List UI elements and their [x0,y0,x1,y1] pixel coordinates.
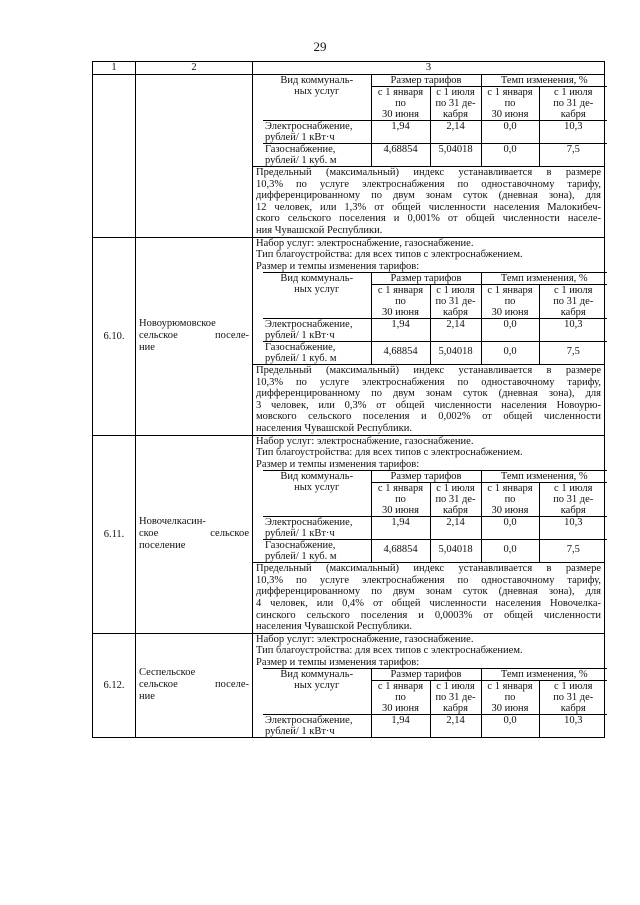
tempo-header: Темп изменения, % [481,75,607,87]
row-number: 6.11. [93,435,136,633]
settlement-name: Сеспельское сельское поселе- ние [136,633,253,738]
tariff-sizes-label: Размер и темпы изменения тарифов: [256,458,420,470]
improvement-type: Тип благоустройства: для всех типов с электроснабжением. [256,645,523,657]
improvement-type: Тип благоустройства: для всех типов с электроснабжением. [256,447,523,459]
settlement-name: Новоурюмовское сельское поселе- ние [136,237,253,435]
limit-index-paragraph: Предельный (максимальный) индекс устанавливается в размере 10,3% по услуге электроснабжения по одноставочному тарифу, дифференцированному по двум зонам суток (дневная зона), для 4 человек, или 0,4% от общей численности населения Новочелка- синского сельского поселения и 0,0003% от общей численности населения Чувашской Республики. [253,562,604,633]
tariff-table [92,61,605,738]
inner-tariff-table: Вид коммуналь- ных услуг Размер тарифов Темп изменения, % с 1 января по 30 июня с 1 июля по 31 де- кабря с 1 января по 30 июня с 1 июля по 31 де- кабря Электроснабжение, рублей/ 1 кВт·ч 1,94 2,14 0,0 10,3 Газоснабжение, рублей/ 1 куб. м 4,68854 5,04018 0,0 7,5 [263,272,607,364]
inner-tariff-table: Вид коммуналь- ных услуг Размер тарифов Темп изменения, % с 1 января по 30 июня с 1 июля по 31 де- кабря с 1 января по 30 июня с 1 июля по 31 де- кабря Электроснабжение, рублей/ 1 кВт·ч 1,94 2,14 0,0 10,3 [263,668,607,737]
inner-tariff-table: Вид коммуналь- ных услуг Размер тарифов Темп изменения, % с 1 января по 30 июня с 1 июля по 31 де- кабря с 1 января по 30 июня с 1 июля по 31 де- кабря Электроснабжение, рублей/ 1 кВт·ч 1,94 2,14 0,0 10,3 Газоснабжение, рублей/ 1 куб. м 4,68854 5,04018 0,0 7,5 [263,75,607,166]
gas-row: Газоснабжение, рублей/ 1 куб. м 4,68854 5,04018 0,0 7,5 [263,144,607,167]
services-set: Набор услуг: электроснабжение, газоснабжение. [256,435,474,447]
limit-index-paragraph: Предельный (максимальный) индекс устанавливается в размере 10,3% по услуге электроснабжения по одноставочному тарифу, дифференцированному по двум зонам суток (дневная зона), для 3 человек, или 0,3% от общей численности населения Новоурю- мовского сельского поселения и 0,002% от общей численности населения Чувашской Республики. [253,364,604,435]
table-row [93,75,605,238]
header-col-2: 2 [136,62,253,75]
tariff-sizes-label: Размер и темпы изменения тарифов: [256,260,420,272]
vid-label: Вид коммуналь- [280,75,354,86]
table-header-row [93,62,605,75]
services-set: Набор услуг: электроснабжение, газоснабжение. [256,237,474,249]
header-col-1: 1 [93,62,136,75]
services-set: Набор услуг: электроснабжение, газоснабжение. [256,633,474,645]
settlement-name: Новочелкасин- ское сельское поселение [136,435,253,633]
inner-tariff-table: Вид коммуналь- ных услуг Размер тарифов Темп изменения, % с 1 января по 30 июня с 1 июля по 31 де- кабря с 1 января по 30 июня с 1 июля по 31 де- кабря Электроснабжение, рублей/ 1 кВт·ч 1,94 2,14 0,0 10,3 Газоснабжение, рублей/ 1 куб. м 4,68854 5,04018 0,0 7,5 [263,470,607,562]
limit-index-paragraph: Предельный (максимальный) индекс устанавливается в размере 10,3% по услуге электроснабжения по одноставочному тарифу, дифференцированному по двум зонам суток (дневная зона), для 12 человек, или 1,3% от общей численности населения Малокибеч- ского сельского поселения и 0,001% от общей численности населе- ния Чувашской Республики. [253,166,604,237]
table-row [93,237,605,435]
header-col-3: 3 [253,62,605,75]
improvement-type: Тип благоустройства: для всех типов с электроснабжением. [256,249,523,261]
elec-row: Электроснабжение, рублей/ 1 кВт·ч 1,94 2,14 0,0 10,3 [263,121,607,144]
table-row [93,435,605,633]
table-row [93,633,605,738]
row-number: 6.10. [93,237,136,435]
row-number: 6.12. [93,633,136,738]
page-number: 29 [313,39,327,54]
tariff-sizes-label: Размер и темпы изменения тарифов: [256,656,420,668]
size-header: Размер тарифов [371,75,481,87]
